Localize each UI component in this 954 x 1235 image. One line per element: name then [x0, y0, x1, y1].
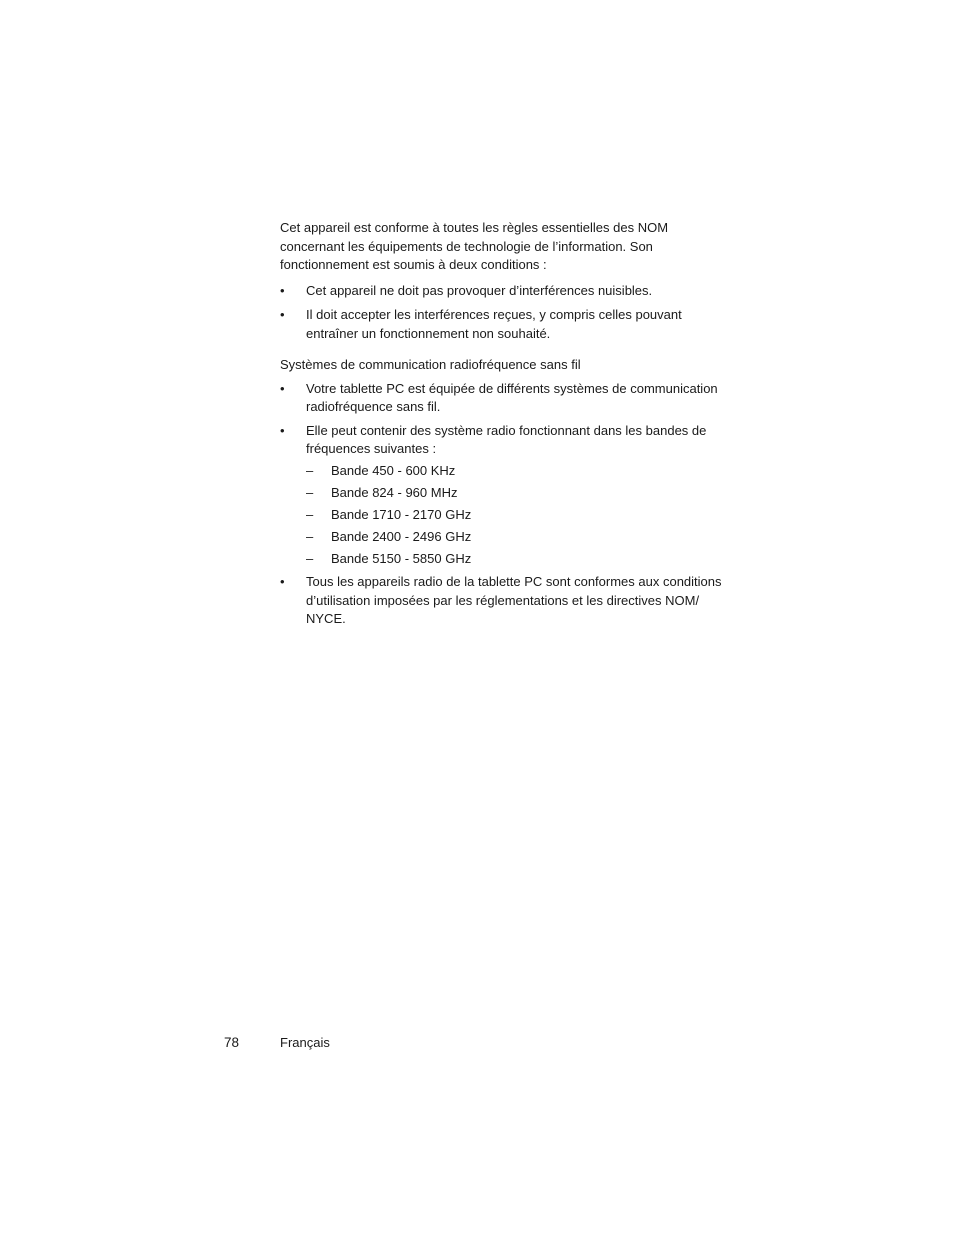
band-text: Bande 5150 - 5850 GHz — [331, 550, 472, 566]
dash-marker: – — [306, 528, 314, 544]
frequency-bands-list — [306, 462, 730, 569]
band-item — [306, 462, 730, 481]
band-item — [306, 550, 730, 569]
document-body — [280, 219, 730, 634]
band-item — [306, 506, 730, 525]
band-item — [306, 528, 730, 547]
list-item-text: Il doit accepter les interférences reçues, y compris celles pouvant entraîner un fonctionnement non souhaité. — [306, 307, 682, 341]
list-item — [280, 422, 730, 569]
list-item-text: Tous les appareils radio de la tablette PC sont conformes aux conditions d’utilisation imposées par les réglementations et les directives NOM/ NYCE. — [306, 574, 722, 626]
bullet-marker: • — [280, 422, 285, 438]
list-item — [280, 573, 730, 629]
band-text: Bande 450 - 600 KHz — [331, 462, 456, 478]
section-heading: Systèmes de communication radiofréquence sans fil — [280, 357, 581, 372]
list-item-text: Elle peut contenir des système radio fonctionnant dans les bandes de fréquences suivantes : — [306, 422, 707, 456]
bullet-marker: • — [280, 574, 285, 589]
conditions-list — [280, 282, 730, 344]
footer-language: Français — [280, 1035, 330, 1050]
page-number: 78 — [224, 1035, 240, 1050]
bullet-marker: • — [280, 380, 285, 396]
intro-paragraph: Cet appareil est conforme à toutes les règles essentielles des NOM concernant les équipements de technologie de l’information. Son fonctionnement est soumis à deux conditions : — [280, 220, 669, 272]
dash-marker: – — [306, 462, 314, 478]
list-item — [280, 380, 730, 417]
dash-marker: – — [306, 550, 314, 566]
dash-marker: – — [306, 506, 314, 522]
band-text: Bande 2400 - 2496 GHz — [331, 528, 472, 544]
radio-list — [280, 380, 730, 629]
list-item — [280, 282, 730, 301]
band-text: Bande 1710 - 2170 GHz — [331, 506, 472, 522]
list-item — [280, 306, 730, 343]
band-item — [306, 484, 730, 503]
bullet-marker: • — [280, 282, 285, 298]
band-text: Bande 824 - 960 MHz — [331, 484, 458, 500]
dash-marker: – — [306, 484, 314, 500]
bullet-marker: • — [280, 307, 285, 322]
list-item-text: Votre tablette PC est équipée de différents systèmes de communication radiofréquence sans fil. — [306, 380, 718, 414]
list-item-text: Cet appareil ne doit pas provoquer d’interférences nuisibles. — [306, 282, 653, 298]
